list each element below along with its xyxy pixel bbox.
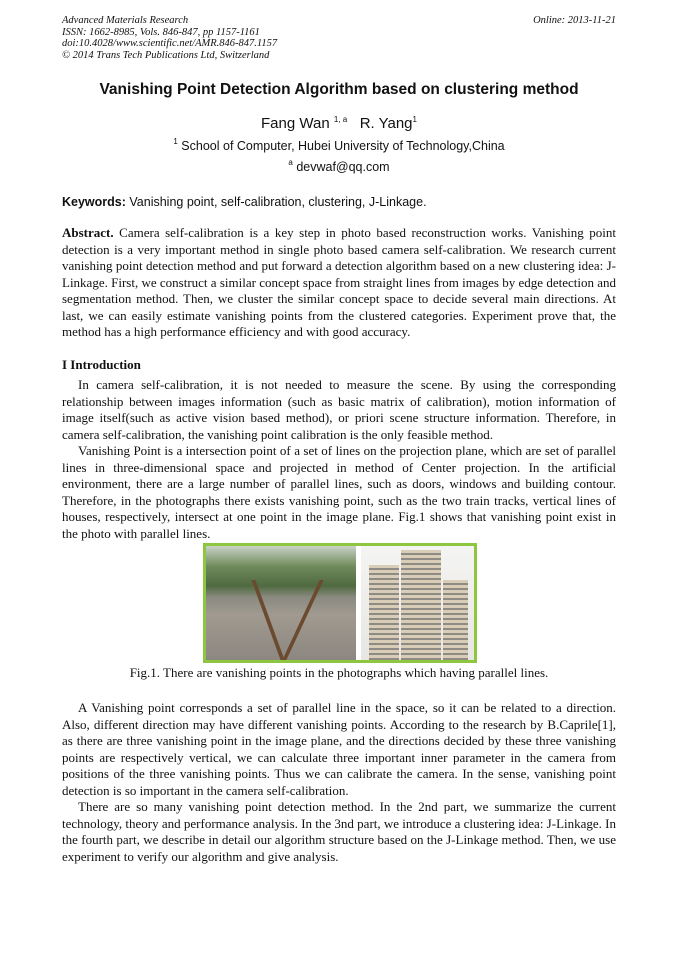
journal-name: Advanced Materials Research <box>62 15 189 26</box>
author-sup: 1 <box>412 115 417 124</box>
paragraph: In camera self-calibration, it is not needed to measure the scene. By using the corresponding relationship between images information (such as basic matrix of calibration), motion information of image itself(such as active vision based method), or priori scene structure information. Therefore, in camera self-calibration, the vanishing point calibration is the only feasible method. <box>62 377 616 442</box>
abstract-label: Abstract. <box>62 225 114 240</box>
railway-photo <box>206 546 356 660</box>
figure-caption: Fig.1. There are vanishing points in the photographs which having parallel lines. <box>129 665 549 680</box>
abstract <box>62 225 616 341</box>
abstract-text: Camera self-calibration is a key step in photo based reconstruction works. Vanishing point detection is a very important method in single photo based camera self-calibration. We research current vanishing point detection method and put forward a detection algorithm based on a new clustering idea: J-Linkage. First, we construct a similar concept space from straight lines from images by edge detection and segmentation method. Then, we cluster the similar concept space to decide several main directions. At last, we can easily estimate vanishing points from the clustered categories. Experiment prove that, the method has a high performance efficiency and with good accuracy. <box>62 225 616 339</box>
email <box>0 160 678 174</box>
copyright: © 2014 Trans Tech Publications Ltd, Switzerland <box>62 49 270 61</box>
issn: ISSN: 1662-8985, Vols. 846-847, pp 1157-1161 <box>62 26 260 38</box>
online-date: Online: 2013-11-21 <box>533 15 616 26</box>
keywords <box>62 195 427 209</box>
doi[interactable]: doi:10.4028/www.scientific.net/AMR.846-847.1157 <box>62 38 278 49</box>
aff-text: School of Computer, Hubei University of Technology,China <box>181 139 505 153</box>
keywords-text: Vanishing point, self-calibration, clustering, J-Linkage. <box>129 195 427 209</box>
authors <box>0 115 678 132</box>
affiliation <box>0 139 678 153</box>
section-heading: I Introduction <box>62 357 141 372</box>
paper-title: Vanishing Point Detection Algorithm based on clustering method <box>99 81 579 98</box>
building-photo <box>361 546 474 660</box>
paragraph: A Vanishing point corresponds a set of parallel line in the space, so it can be related to a direction. Also, different direction may have different vanishing points. According to the research by B.Caprile[1], as there are three vanishing point in the image plane, and the directions decided by these three vanishing points are respectively vertical, we can calculate three important inner parameter in the camera from positions of the three vanishing points. Thus we can calibrate the camera. In the sense, vanishing point detection is so important in the camera self-calibration. <box>62 700 616 798</box>
author-sup: 1, a <box>333 115 348 124</box>
paragraph: There are so many vanishing point detection method. In the 2nd part, we summarize the current technology, theory and performance analysis. In the 3nd part, we introduce a clustering idea: J-Linkage. In the fourth part, we describe in detail our algorithm structure based on the J-Linkage method. Then, we use experiment to verify our algorithm and give analysis. <box>62 799 616 864</box>
figure-1 <box>203 543 477 663</box>
intro-body-2 <box>62 700 616 865</box>
journal-header <box>62 15 277 61</box>
keywords-label: Keywords: <box>62 195 126 209</box>
author: Fang Wan <box>261 115 330 132</box>
paragraph: Vanishing Point is a intersection point of a set of lines on the projection plane, which are set of parallel lines in three-dimensional space and projected in method of Center projection. In the artificial environment, there are a large number of parallel lines, such as doors, windows and building contour. Therefore, in the photographs there exists vanishing point, such as the two train tracks, vertical lines of houses, respectively, intersect at one point in the image plane. Fig.1 shows that vanishing point exist in the photo with parallel lines. <box>62 443 616 541</box>
aff-sup: 1 <box>173 137 178 146</box>
intro-body-1 <box>62 377 616 542</box>
email-sup: a <box>288 158 293 167</box>
email-text[interactable]: devwaf@qq.com <box>296 160 390 174</box>
author: R. Yang <box>359 115 413 132</box>
